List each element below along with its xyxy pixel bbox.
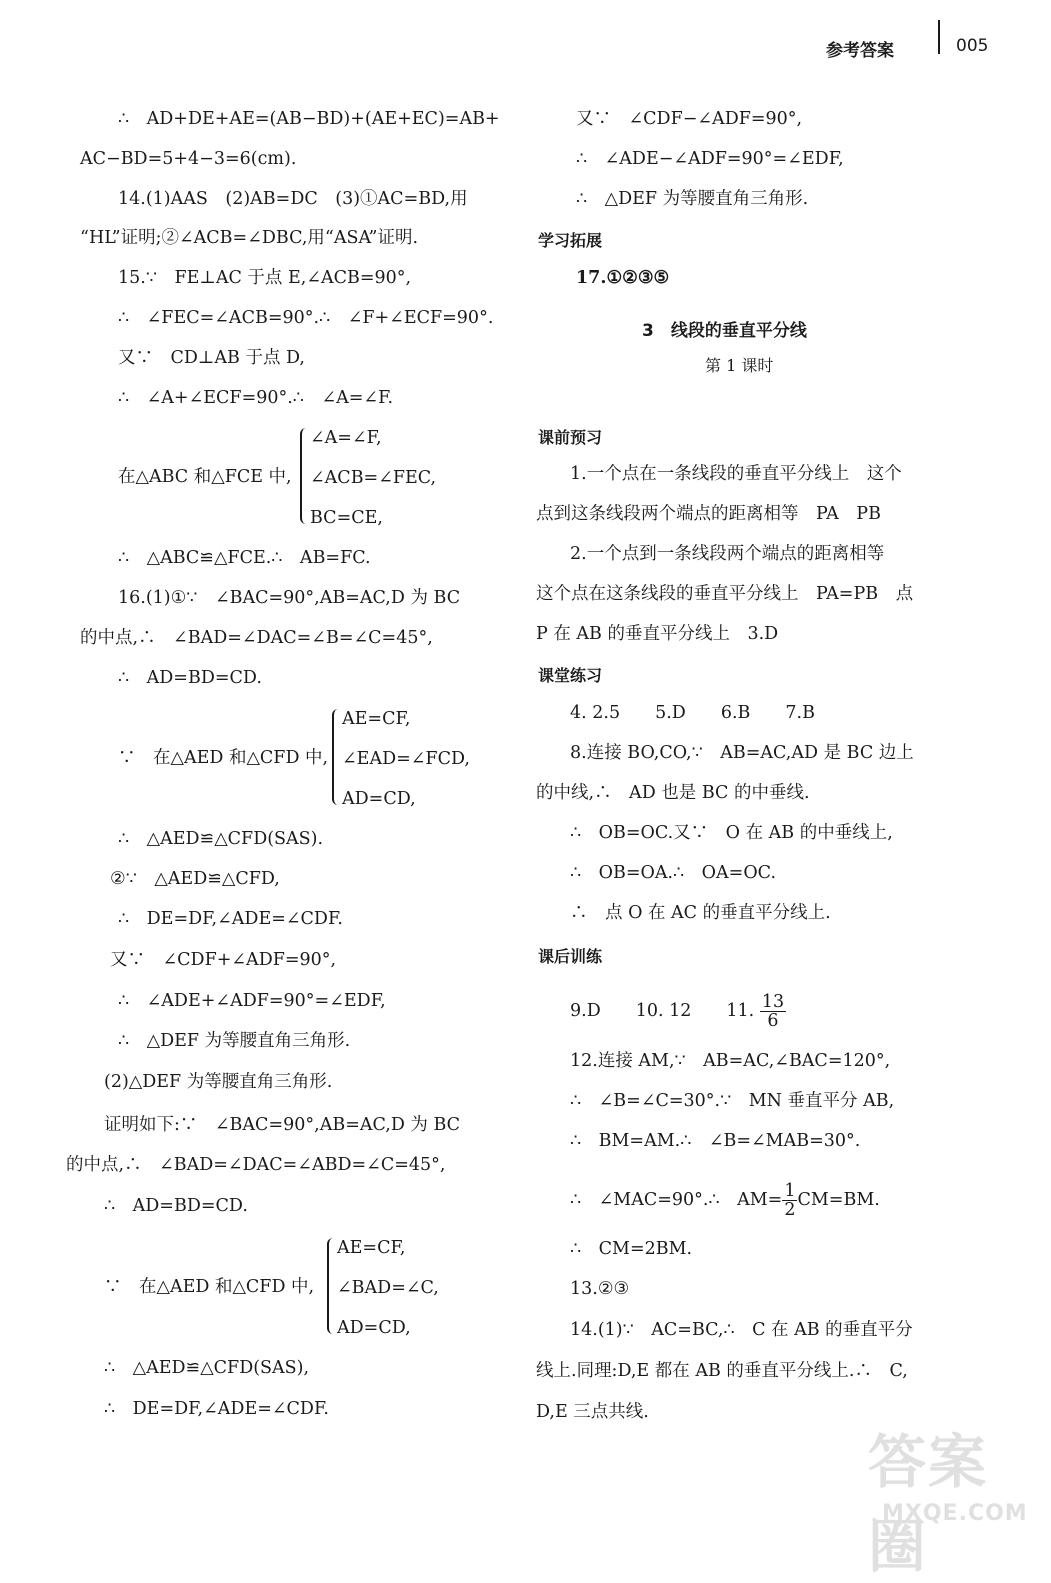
- fraction-1-2: [782, 1182, 797, 1219]
- page-number: 005: [956, 36, 989, 56]
- q16-line-12: 的中点,∴ ∠BAD=∠DAC=∠ABD=∠C=45°,: [66, 1155, 446, 1175]
- after-14-line-2: 线上.同理:D,E 都在 AB 的垂直平分线上.∴ C,: [536, 1361, 908, 1381]
- class-8-line-5: ∴ 点 O 在 AC 的垂直平分线上.: [570, 903, 831, 923]
- q16-line-13: ∴ AD=BD=CD.: [104, 1196, 248, 1216]
- right-line-2: ∴ ∠ADE−∠ADF=90°=∠EDF,: [576, 149, 844, 169]
- system-1-eq: BC=CE,: [310, 508, 383, 528]
- header-section: 参考答案: [826, 41, 894, 61]
- left-line-2: AC−BD=5+4−3=6(cm).: [80, 149, 297, 169]
- system-2-brace: [332, 709, 340, 805]
- q15-line-1: 15.∵ FE⊥AC 于点 E,∠ACB=90°,: [118, 268, 412, 288]
- q17-answer: 17.①②③⑤: [576, 268, 670, 288]
- after-14-line-1: 14.(1)∵ AC=BC,∴ C 在 AB 的垂直平分: [570, 1320, 913, 1340]
- q16-line-1: 16.(1)①∵ ∠BAC=90°,AB=AC,D 为 BC: [118, 588, 461, 608]
- fraction-13-6: [760, 993, 786, 1030]
- system-1-brace: [300, 428, 308, 524]
- right-line-1: 又∵ ∠CDF−∠ADF=90°,: [576, 109, 803, 129]
- q16-line-9: ∴ △DEF 为等腰直角三角形.: [118, 1031, 351, 1051]
- q16-line-8: ∴ ∠ADE+∠ADF=90°=∠EDF,: [118, 991, 386, 1011]
- left-line-1: ∴ AD+DE+AE=(AB−BD)+(AE+EC)=AB+: [118, 109, 500, 129]
- system-3-brace: [327, 1238, 335, 1334]
- class-8-line-2: 的中线,∴ AD 也是 BC 的中垂线.: [536, 783, 810, 803]
- after-12-line-3: ∴ BM=AM.∴ ∠B=∠MAB=30°.: [570, 1131, 861, 1151]
- q16-line-3: ∴ AD=BD=CD.: [118, 668, 262, 688]
- system-2-eq: ∠EAD=∠FCD,: [342, 749, 470, 769]
- q14-line-2: “HL”证明;②∠ACB=∠DBC,用“ASA”证明.: [80, 228, 419, 248]
- fraction-numerator: 1: [784, 1181, 796, 1201]
- q15-line-3: 又∵ CD⊥AB 于点 D,: [118, 348, 305, 368]
- q16-line-5: ②∵ △AED≌△CFD,: [110, 869, 280, 889]
- q16-line-14: ∴ △AED≌△CFD(SAS),: [104, 1358, 310, 1378]
- class-8-line-4: ∴ OB=OA.∴ OA=OC.: [570, 863, 777, 883]
- preview-2-line-3: P 在 AB 的垂直平分线上 3.D: [536, 624, 779, 644]
- lesson-label: 第 1 课时: [705, 356, 774, 375]
- watermark-logo: [868, 1415, 1038, 1580]
- fraction-denominator: 2: [784, 1200, 796, 1220]
- preview-1-line-1: 1.一个点在一条线段的垂直平分线上 这个: [570, 464, 902, 484]
- preview-2-line-2: 这个点在这条线段的垂直平分线上 PA=PB 点: [536, 584, 914, 604]
- section-heading-preview: 课前预习: [538, 428, 603, 447]
- system-1-eq: ∠ACB=∠FEC,: [310, 468, 437, 488]
- system-3-eq: ∠BAD=∠C,: [337, 1278, 439, 1298]
- section-heading-class: 课堂练习: [538, 666, 603, 685]
- system-3-eq: AE=CF,: [337, 1238, 406, 1258]
- preview-2-line-1: 2.一个点到一条线段两个端点的距离相等: [570, 544, 885, 564]
- q15-line-5: ∴ △ABC≌△FCE.∴ AB=FC.: [118, 548, 371, 568]
- system-2-eq: AE=CF,: [342, 709, 411, 729]
- system-2-prefix: ∵ 在△AED 和△CFD 中,: [118, 748, 329, 768]
- fraction-numerator: 13: [761, 992, 785, 1012]
- after-12-line-4-pre: ∴ ∠MAC=90°.∴ AM=: [570, 1190, 783, 1210]
- class-8-line-1: 8.连接 BO,CO,∵ AB=AC,AD 是 BC 边上: [570, 743, 914, 763]
- fraction-denominator: 6: [767, 1011, 779, 1031]
- section-heading-after: 课后训练: [538, 947, 603, 966]
- q16-line-10: (2)△DEF 为等腰直角三角形.: [104, 1072, 333, 1092]
- right-line-3: ∴ △DEF 为等腰直角三角形.: [576, 189, 809, 209]
- system-3-eq: AD=CD,: [337, 1318, 411, 1338]
- q16-line-2: 的中点,∴ ∠BAD=∠DAC=∠B=∠C=45°,: [80, 628, 433, 648]
- q16-line-11: 证明如下:∵ ∠BAC=90°,AB=AC,D 为 BC: [104, 1115, 461, 1135]
- q15-line-2: ∴ ∠FEC=∠ACB=90°.∴ ∠F+∠ECF=90°.: [118, 308, 494, 328]
- chapter-title: 3 线段的垂直平分线: [642, 321, 807, 341]
- after-answers-prefix: 9.D 10. 12 11.: [570, 1001, 755, 1021]
- watermark-url: MXQE.COM: [882, 1501, 1028, 1526]
- header-divider: [938, 20, 940, 54]
- q16-line-4: ∴ △AED≌△CFD(SAS).: [118, 829, 324, 849]
- preview-1-line-2: 点到这条线段两个端点的距离相等 PA PB: [536, 504, 881, 524]
- after-12-line-1: 12.连接 AM,∵ AB=AC,∠BAC=120°,: [570, 1051, 891, 1071]
- q14-line-1: 14.(1)AAS (2)AB=DC (3)①AC=BD,用: [118, 189, 468, 209]
- watermark-text: 答案圈: [868, 1428, 989, 1580]
- after-12-line-4: [570, 1182, 880, 1219]
- system-2-eq: AD=CD,: [342, 789, 416, 809]
- after-13-answer: 13.②③: [570, 1279, 630, 1299]
- after-12-line-2: ∴ ∠B=∠C=30°.∵ MN 垂直平分 AB,: [570, 1091, 895, 1111]
- class-answers-4-7: 4. 2.5 5.D 6.B 7.B: [570, 703, 815, 723]
- after-12-line-5: ∴ CM=2BM.: [570, 1239, 693, 1259]
- system-3-prefix: ∵ 在△AED 和△CFD 中,: [104, 1277, 315, 1297]
- q16-line-7: 又∵ ∠CDF+∠ADF=90°,: [110, 950, 337, 970]
- q16-line-6: ∴ DE=DF,∠ADE=∠CDF.: [118, 909, 343, 929]
- after-12-line-4-post: CM=BM.: [797, 1190, 880, 1210]
- section-heading-extend: 学习拓展: [538, 231, 603, 250]
- after-answers-9-11: [570, 993, 786, 1030]
- after-14-line-3: D,E 三点共线.: [536, 1402, 649, 1422]
- q16-line-15: ∴ DE=DF,∠ADE=∠CDF.: [104, 1399, 329, 1419]
- system-1-eq: ∠A=∠F,: [310, 428, 382, 448]
- system-1-prefix: 在△ABC 和△FCE 中,: [118, 467, 292, 487]
- q15-line-4: ∴ ∠A+∠ECF=90°.∴ ∠A=∠F.: [118, 388, 394, 408]
- class-8-line-3: ∴ OB=OC.又∵ O 在 AB 的中垂线上,: [570, 823, 893, 843]
